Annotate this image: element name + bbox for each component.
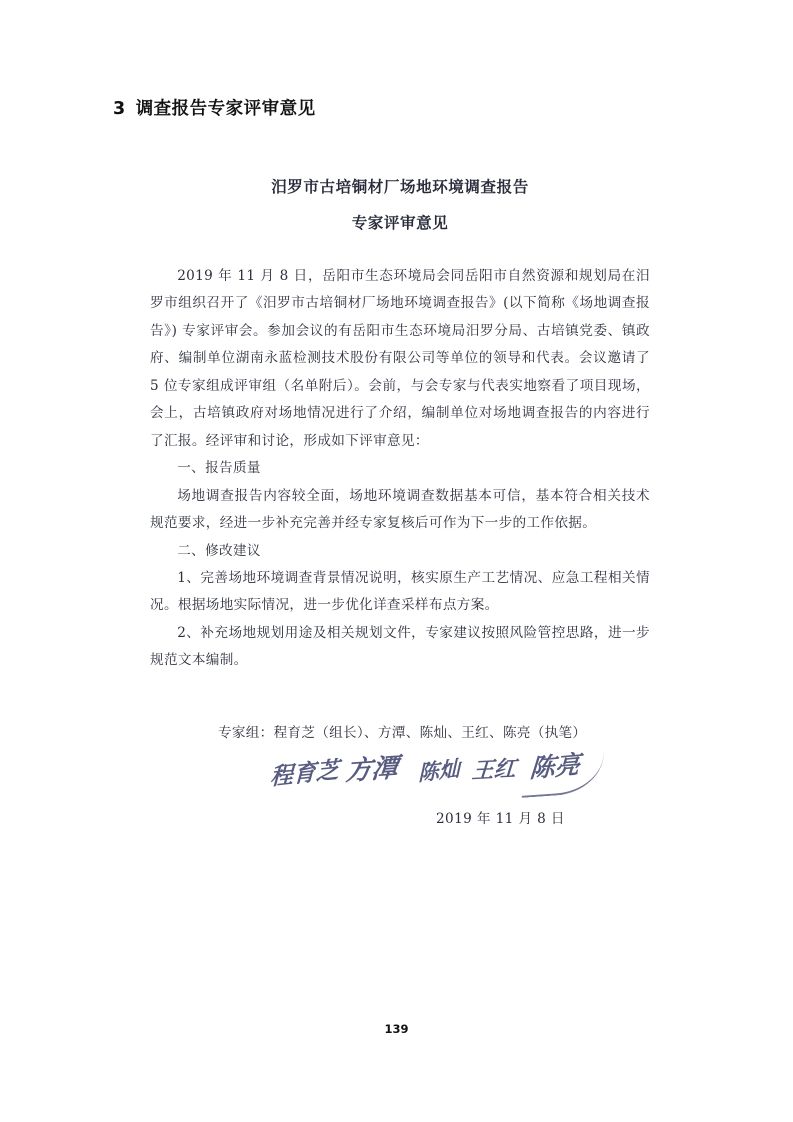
- paragraph-quality-body: 场地调查报告内容较全面，场地环境调查数据基本可信，基本符合相关技术规范要求，经进一步补充完善并经专家复核后可作为下一步的工作依据。: [150, 487, 650, 532]
- page-number: 139: [384, 1022, 409, 1036]
- signature-3: 陈灿: [417, 755, 461, 786]
- signature-4: 王红: [471, 755, 517, 785]
- signature-date: 2019 年 11 月 8 日: [436, 810, 565, 827]
- paragraph-heading-suggestions: 二、修改建议: [177, 542, 261, 559]
- section-title-text: 调查报告专家评审意见: [135, 99, 316, 119]
- paragraph-suggestion-2: 2、补充场地规划用途及相关规划文件，专家建议按照风险管控思路，进一步规范文本编制。: [150, 624, 650, 669]
- signature-5: 陈亮: [528, 749, 581, 784]
- paragraph-suggestion-1: 1、完善场地环境调查背景情况说明，核实原生产工艺情况、应急工程相关情况。根据场地实际情况，进一步优化详查采样布点方案。: [150, 570, 650, 614]
- document-body: [150, 263, 650, 675]
- expert-group-line: 专家组：程育芝（组长）、方潭、陈灿、王红、陈亮（执笔）: [218, 724, 587, 741]
- paragraph-intro: 2019 年 11 月 8 日，岳阳市生态环境局会同岳阳市自然资源和规划局在汨罗市组织召开了《汨罗市古培铜材厂场地环境调查报告》(以下简称《场地调查报告》) 专家评审会。参加会议的有岳阳市生态环境局汨罗分局、古培镇党委、镇政府、编制单位湖南永蓝检测技术股份有限公司等单位的领导和代表。会议邀请了 5 位专家组成评审组（名单附后）。会前，与会专家与代表实地察看了项目现场，会上，古培镇政府对场地情况进行了介绍，编制单位对场地调查报告的内容进行了汇报。经评审和讨论，形成如下评审意见：: [150, 268, 650, 449]
- document-subtitle: 专家评审意见: [351, 213, 449, 233]
- section-number: 3: [113, 99, 126, 119]
- scanned-document: [150, 175, 650, 827]
- signature-row: [150, 743, 650, 803]
- document-title: 汨罗市古培铜材厂场地环境调查报告: [271, 177, 529, 196]
- page-title: [113, 95, 316, 120]
- signature-flourish: [518, 746, 606, 798]
- signature-1: 程育芝: [269, 756, 340, 791]
- signature-2: 方潭: [344, 752, 400, 787]
- paragraph-heading-quality: 一、报告质量: [177, 460, 261, 477]
